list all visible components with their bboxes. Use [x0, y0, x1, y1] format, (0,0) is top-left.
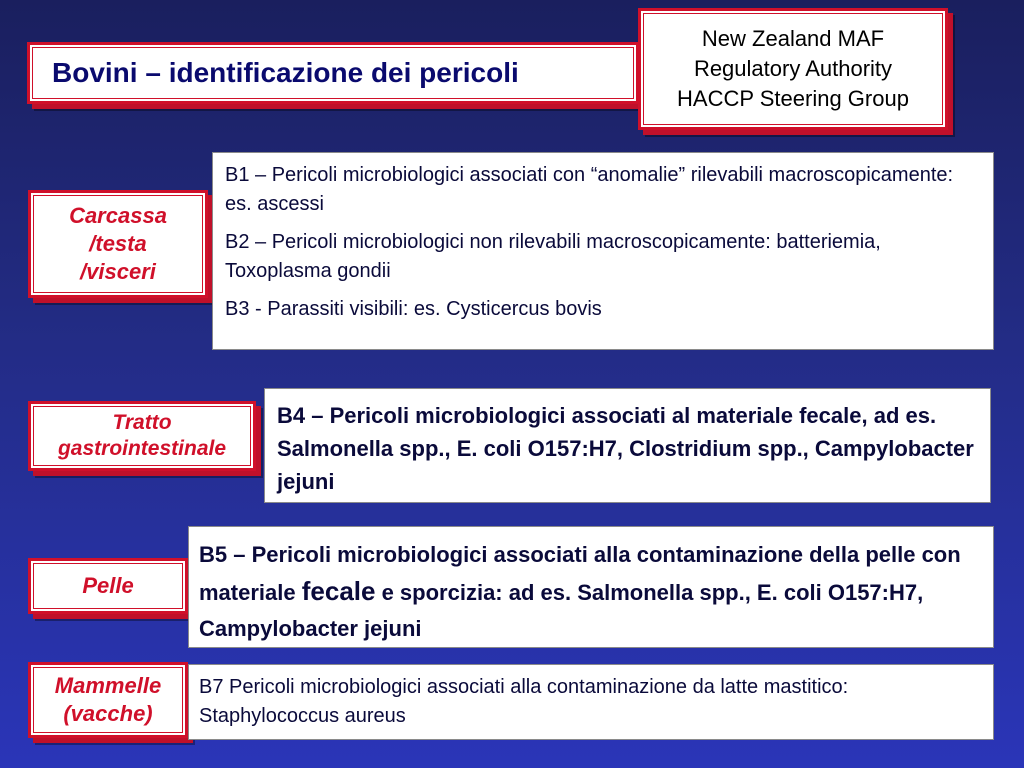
label-tratto-line-1: Tratto [112, 411, 172, 434]
label-pelle [28, 558, 188, 614]
hazard-b4: B4 – Pericoli microbiologici associati al materiale fecale, ad es. Salmonella spp., E. coli O157:H7, Clostridium spp., Campylobacter jejuni [277, 403, 974, 494]
hazard-b2: B2 – Pericoli microbiologici non rilevabili macroscopicamente: batteriemia, Toxoplasma gondii [225, 231, 881, 282]
label-mammelle-line-2: (vacche) [63, 701, 153, 726]
title-box [27, 42, 639, 104]
hazard-b3: B3 - Parassiti visibili: es. Cysticercus bovis [225, 298, 602, 320]
box-carcassa-hazards [212, 152, 994, 350]
hazard-b1: B1 – Pericoli microbiologici associati con “anomalie” rilevabili macroscopicamente: es. ascessi [225, 164, 954, 215]
label-mammelle [28, 662, 188, 738]
label-tratto [28, 401, 256, 471]
authority-line-3: HACCP Steering Group [677, 86, 909, 111]
box-tratto-hazards [264, 388, 991, 503]
hazard-b5-start: B5 – Pericoli microbiologici associati alla contaminazione della pelle con materiale [199, 542, 961, 605]
label-carcassa-line-2: /testa [89, 231, 147, 256]
hazard-b7: B7 Pericoli microbiologici associati alla contaminazione da latte mastitico: Staphylococcus aureus [199, 676, 849, 727]
label-tratto-line-2: gastrointestinale [57, 437, 227, 460]
box-pelle-hazards [188, 526, 994, 648]
page-title: Bovini – identificazione dei pericoli [52, 57, 519, 88]
label-carcassa [28, 190, 208, 298]
authority-box [638, 8, 948, 130]
authority-line-1: New Zealand MAF [701, 26, 885, 51]
authority-line-2: Regulatory Authority [693, 56, 893, 81]
hazard-b5-emphasis: fecale [301, 576, 376, 606]
box-mammelle-hazards [188, 664, 994, 740]
label-carcassa-line-3: /visceri [80, 259, 156, 284]
hazard-b5-end: e sporcizia: ad es. Salmonella spp., E. coli O157:H7, Campylobacter jejuni [199, 580, 924, 641]
label-mammelle-line-1: Mammelle [54, 673, 162, 698]
label-pelle-line-1: Pelle [82, 573, 134, 598]
label-carcassa-line-1: Carcassa [69, 203, 167, 228]
